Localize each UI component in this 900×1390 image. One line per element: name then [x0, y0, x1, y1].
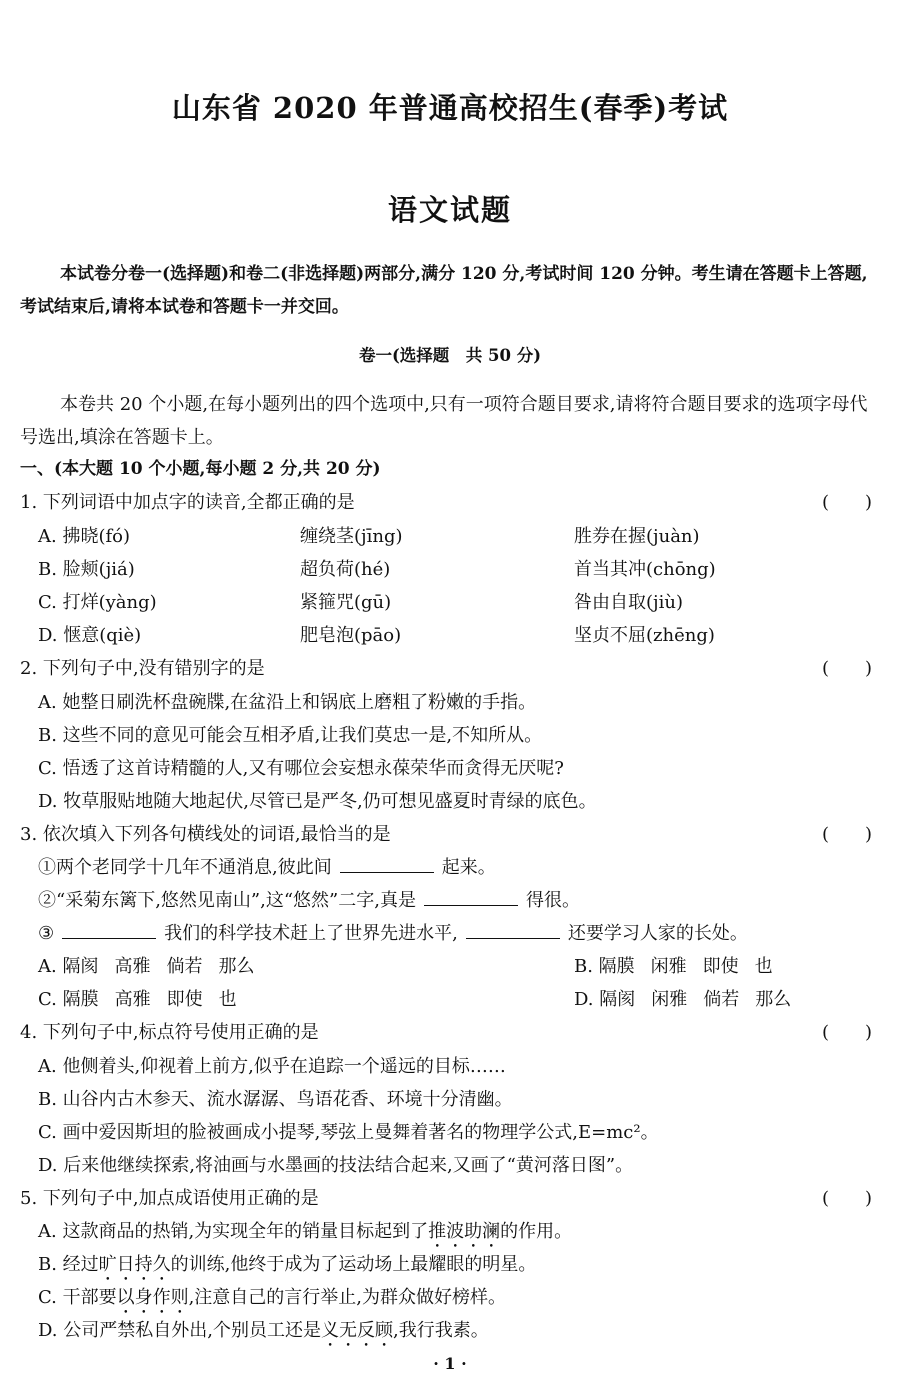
q1-option-c3: 咎由自取(jiù) — [574, 592, 683, 613]
section-title: 卷一(选择题 共 50 分) — [358, 346, 542, 365]
q5-a-tail: 的作用。 — [500, 1221, 573, 1242]
q3-b-word-4: 也 — [754, 956, 773, 977]
q3-b-word-3: 即使 — [702, 956, 739, 977]
q3-a-word-2: 高雅 — [114, 956, 151, 977]
q3-option-c — [38, 985, 253, 1011]
q4-option-d: D. 后来他继续探索,将油画与水墨画的技法结合起来,又画了“黄河落日图”。 — [38, 1155, 634, 1176]
q5-answer-paren: ( ) — [822, 1188, 873, 1209]
q3-option-a — [38, 952, 270, 978]
q3-s2-text-a: ②“采菊东篱下,悠然见南山”,这“悠然”二字,真是 — [38, 890, 416, 911]
q3-c-word-4: 也 — [218, 989, 237, 1010]
q4-stem: 4. 下列句子中,标点符号使用正确的是 — [20, 1022, 319, 1043]
q3-blank-1 — [340, 854, 434, 873]
q3-c-word-1: C. 隔膜 — [38, 989, 99, 1010]
q5-d-tail: ,我行我素。 — [392, 1320, 489, 1341]
q3-stem: 3. 依次填入下列各句横线处的词语,最恰当的是 — [20, 824, 391, 845]
q5-d-text: D. 公司严禁私自外出,个别员工还是 — [38, 1320, 321, 1341]
q3-option-b — [574, 952, 789, 978]
q1-option-a1: A. 拂晓(fó) — [38, 526, 130, 547]
q3-b-word-1: B. 隔膜 — [574, 956, 635, 977]
exam-title: 山东省 2020 年普通高校招生(春季)考试 — [171, 91, 729, 125]
q1-option-a2: 缠绕茎(jīng) — [300, 526, 403, 547]
q1-stem: 1. 下列词语中加点字的读音,全都正确的是 — [20, 492, 355, 513]
q3-sentence-1 — [38, 853, 496, 879]
q3-c-word-2: 高雅 — [114, 989, 151, 1010]
q5-b-tail: 的训练,他终于成为了运动场上最耀眼的明星。 — [170, 1254, 537, 1275]
q4-option-c: C. 画中爱因斯坦的脸被画成小提琴,琴弦上曼舞着著名的物理学公式,E=mc²。 — [38, 1122, 659, 1143]
q2-stem: 2. 下列句子中,没有错别字的是 — [20, 658, 265, 679]
q3-d-word-2: 闲雅 — [651, 989, 688, 1010]
q2-option-a: A. 她整日刷洗杯盘碗牒,在盆沿上和锅底上磨粗了粉嫩的手指。 — [38, 692, 537, 713]
section-note: 本卷共 20 个小题,在每小题列出的四个选项中,只有一项符合题目要求,请将符合题目要求的选项字母代号选出,填涂在答题卡上。 — [20, 394, 868, 448]
q4-answer-paren: ( ) — [822, 1022, 873, 1043]
q1-answer-paren: ( ) — [822, 492, 873, 513]
q5-c-text: C. 干部要 — [38, 1287, 117, 1308]
q3-s1-text-b: 起来。 — [441, 857, 496, 878]
q5-option-c — [38, 1283, 506, 1318]
exam-instructions: 本试卷分卷一(选择题)和卷二(非选择题)两部分,满分 120 分,考试时间 120 分钟。考生请在答题卡上答题,考试结束后,请将本试卷和答题卡一并交回。 — [20, 264, 868, 317]
q5-c-tail: ,注意自己的言行举止,为群众做好榜样。 — [188, 1287, 507, 1308]
q2-option-d: D. 牧草服贴地随大地起伏,尽管已是严冬,仍可想见盛夏时青绿的底色。 — [38, 791, 597, 812]
q3-a-word-3: 倘若 — [166, 956, 203, 977]
q1-option-a3: 胜券在握(juàn) — [574, 526, 700, 547]
q3-a-word-4: 那么 — [218, 956, 255, 977]
subject-title: 语文试题 — [387, 193, 512, 227]
q3-s3-text-c: 还要学习人家的长处。 — [567, 923, 748, 944]
q2-answer-paren: ( ) — [822, 658, 873, 679]
q3-blank-3 — [62, 920, 156, 939]
q5-b-text: B. 经过 — [38, 1254, 99, 1275]
q3-sentence-3 — [38, 919, 748, 945]
q3-s3-text-b: 我们的科学技术赶上了世界先进水平, — [164, 923, 458, 944]
q1-option-b1: B. 脸颊(jiá) — [38, 559, 135, 580]
q1-option-d1: D. 惬意(qiè) — [38, 625, 142, 646]
q3-option-d — [574, 985, 807, 1011]
q1-option-b3: 首当其冲(chōng) — [574, 559, 716, 580]
q3-c-word-3: 即使 — [166, 989, 203, 1010]
q3-d-word-3: 倘若 — [703, 989, 740, 1010]
q3-b-word-2: 闲雅 — [650, 956, 687, 977]
page-number: · 1 · — [433, 1354, 467, 1373]
q1-option-b2: 超负荷(hé) — [300, 559, 391, 580]
q3-s2-text-b: 得很。 — [525, 890, 580, 911]
q1-option-c2: 紧箍咒(gū) — [300, 592, 392, 613]
part-heading: 一、(本大题 10 个小题,每小题 2 分,共 20 分) — [20, 459, 381, 479]
q2-option-c: C. 悟透了这首诗精髓的人,又有哪位会妄想永葆荣华而贪得无厌呢? — [38, 758, 564, 779]
q5-b-idiom: 旷日持久 — [98, 1254, 171, 1275]
q4-option-b: B. 山谷内古木参天、流水潺潺、鸟语花香、环境十分清幽。 — [38, 1089, 513, 1110]
q3-blank-4 — [466, 920, 560, 939]
q2-option-b: B. 这些不同的意见可能会互相矛盾,让我们莫忠一是,不知所从。 — [38, 725, 543, 746]
q3-s1-text-a: ①两个老同学十几年不通消息,彼此间 — [38, 857, 332, 878]
q5-stem: 5. 下列句子中,加点成语使用正确的是 — [20, 1188, 319, 1209]
q5-d-idiom: 义无反顾 — [320, 1320, 393, 1341]
q3-d-word-1: D. 隔阂 — [574, 989, 636, 1010]
q3-s3-text-a: ③ — [38, 923, 55, 944]
q5-c-idiom: 以身作则 — [116, 1287, 189, 1308]
q1-option-d3: 坚贞不屈(zhēng) — [574, 625, 715, 646]
q4-option-a: A. 他侧着头,仰视着上前方,似乎在追踪一个遥远的目标…… — [38, 1056, 506, 1077]
q5-option-a — [38, 1217, 572, 1252]
q3-a-word-1: A. 隔阂 — [38, 956, 99, 977]
q3-blank-2 — [424, 887, 518, 906]
q3-answer-paren: ( ) — [822, 824, 873, 845]
q5-option-d — [38, 1316, 489, 1351]
q5-a-text: A. 这款商品的热销,为实现全年的销量目标起到了 — [38, 1221, 429, 1242]
q5-option-b — [38, 1250, 536, 1285]
q3-sentence-2 — [38, 886, 580, 912]
q1-option-c1: C. 打烊(yàng) — [38, 592, 157, 613]
q1-option-d2: 肥皂泡(pāo) — [300, 625, 402, 646]
q5-a-idiom: 推波助澜 — [428, 1221, 501, 1242]
q3-d-word-4: 那么 — [755, 989, 792, 1010]
